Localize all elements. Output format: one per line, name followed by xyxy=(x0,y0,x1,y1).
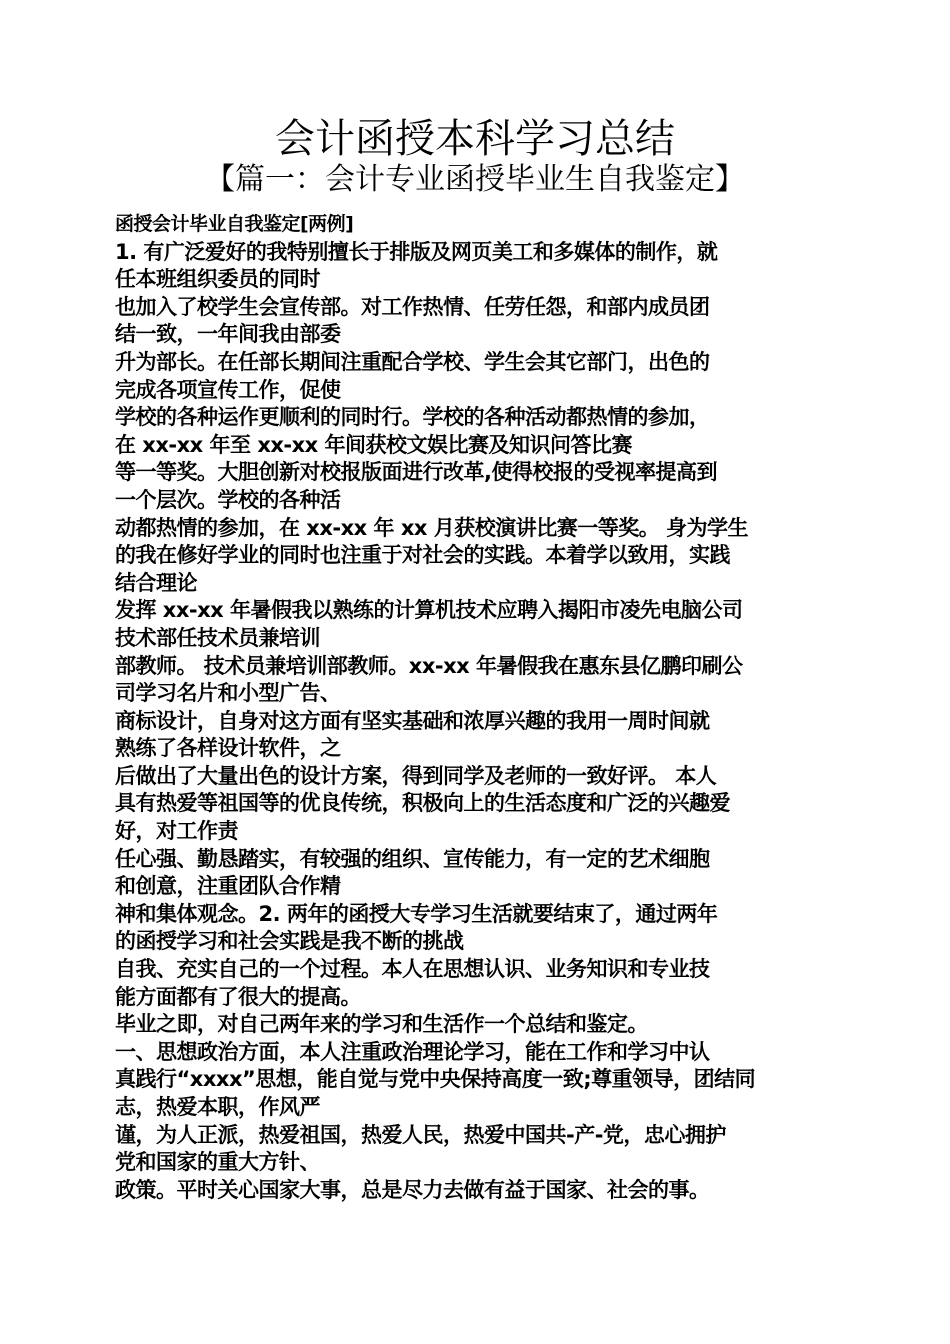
text-line: 和创意，注重团队合作精 xyxy=(115,874,341,899)
text-line: 商标设计，自身对这方面有坚实基础和浓厚兴趣的我用一周时间就 xyxy=(115,708,710,733)
text-line: 自我、充实自己的一个过程。本人在思想认识、业务知识和专业技 xyxy=(115,957,710,982)
text-line: 司学习名片和小型广告、 xyxy=(115,681,341,706)
text-line: 部教师。 技术员兼培训部教师。xx-xx 年暑假我在惠东县亿鹏印刷公 xyxy=(115,653,743,678)
document-body xyxy=(115,211,837,1204)
text-line: 政策。平时关心国家大事，总是尽力去做有益于国家、社会的事。 xyxy=(115,1177,710,1202)
text-line: 动都热情的参加，在 xx-xx 年 xx 月获校演讲比赛一等奖。 身为学生 xyxy=(115,515,749,540)
text-line: 神和集体观念。2. 两年的函授大专学习生活就要结束了，通过两年 xyxy=(115,901,718,926)
text-line: 任心强、勤恳踏实，有较强的组织、宣传能力，有一定的艺术细胞 xyxy=(115,846,710,871)
text-line: 志，热爱本职，作风严 xyxy=(115,1095,320,1119)
text-line: 真践行“xxxx”思想，能自觉与党中央保持高度一致;尊重领导，团结同 xyxy=(115,1067,756,1092)
text-line: 任本班组织委员的同时 xyxy=(115,267,320,292)
text-line: 发挥 xx-xx 年暑假我以熟练的计算机技术应聘入揭阳市凌先电脑公司 xyxy=(115,598,743,623)
text-line: 毕业之即，对自己两年来的学习和生活作一个总结和鉴定。 xyxy=(115,1012,648,1037)
text-line: 一个层次。学校的各种活 xyxy=(115,487,341,512)
text-line: 在 xx-xx 年至 xx-xx 年间获校文娱比赛及知识问答比赛 xyxy=(115,432,633,457)
text-line: 好，对工作责 xyxy=(115,819,238,844)
text-line: 1. 有广泛爱好的我特别擅长于排版及网页美工和多媒体的制作，就 xyxy=(115,239,718,264)
text-line: 完成各项宣传工作，促使 xyxy=(115,377,341,402)
text-line: 等一等奖。大胆创新对校报版面进行改革,使得校报的受视率提高到 xyxy=(115,460,717,485)
text-line: 一、思想政治方面，本人注重政治理论学习，能在工作和学习中认 xyxy=(115,1039,710,1064)
text-line: 谨，为人正派，热爱祖国，热爱人民，热爱中国共-产-党，忠心拥护 xyxy=(115,1122,726,1147)
text-line: 具有热爱等祖国等的优良传统，积极向上的生活态度和广泛的兴趣爱 xyxy=(115,791,730,816)
text-line: 也加入了校学生会宣传部。对工作热情、任劳任怨，和部内成员团 xyxy=(115,294,710,319)
text-line: 结一致，一年间我由部委 xyxy=(115,322,341,347)
document-subtitle: 【篇一：会计专业函授毕业生自我鉴定】 xyxy=(205,162,745,197)
document-title: 会计函授本科学习总结 xyxy=(275,116,675,162)
text-line: 能方面都有了很大的提高。 xyxy=(115,984,361,1009)
text-line: 党和国家的重大方针、 xyxy=(115,1150,320,1175)
text-line: 熟练了各样设计软件，之 xyxy=(115,736,341,761)
text-line: 技术部任技术员兼培训 xyxy=(115,625,320,650)
text-line: 学校的各种运作更顺利的同时行。学校的各种活动都热情的参加， xyxy=(115,405,710,430)
text-line: 结合理论 xyxy=(115,570,197,595)
section-heading: 函授会计毕业自我鉴定[两例] xyxy=(115,213,354,235)
text-line: 的函授学习和社会实践是我不断的挑战 xyxy=(115,929,464,954)
text-line: 后做出了大量出色的设计方案，得到同学及老师的一致好评。 本人 xyxy=(115,763,717,788)
text-line: 升为部长。在任部长期间注重配合学校、学生会其它部门，出色的 xyxy=(115,349,710,374)
text-line: 的我在修好学业的同时也注重于对社会的实践。本着学以致用，实践 xyxy=(115,543,730,568)
